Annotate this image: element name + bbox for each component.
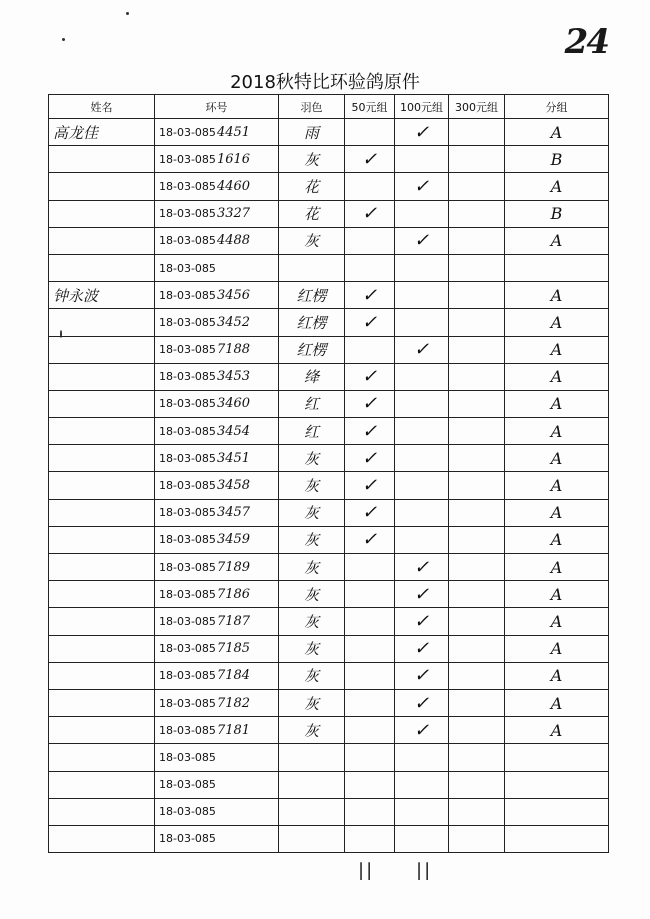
division-cell [505, 744, 609, 771]
feather-color-cell [279, 254, 345, 281]
ring-prefix: 18-03-085 [159, 315, 216, 329]
ring-suffix: 7181 [216, 722, 251, 738]
feather-color-cell: 灰 [279, 554, 345, 581]
group-300-cell [449, 119, 505, 146]
group-100-cell [395, 200, 449, 227]
table-row [49, 581, 609, 608]
ring-suffix: 3453 [216, 369, 251, 385]
ring-prefix: 18-03-085 [159, 207, 216, 221]
owner-name-cell: 钟永波 [49, 282, 155, 309]
group-300-cell [449, 554, 505, 581]
division-cell: A [505, 717, 609, 744]
group-300-cell [449, 689, 505, 716]
group-100-cell [395, 744, 449, 771]
ring-number-cell [155, 744, 279, 771]
group-100-cell [395, 146, 449, 173]
division-cell: A [505, 581, 609, 608]
feather-color-cell [279, 744, 345, 771]
table-row [49, 119, 609, 146]
owner-name-cell [49, 581, 155, 608]
ring-number-cell [155, 173, 279, 200]
ring-suffix: 7187 [216, 613, 251, 629]
owner-name-cell [49, 825, 155, 852]
ring-number-cell [155, 309, 279, 336]
group-50-cell: ✓ [345, 363, 395, 390]
group-100-cell [395, 282, 449, 309]
group-100-cell [395, 771, 449, 798]
feather-color-cell: 灰 [279, 499, 345, 526]
feather-color-cell: 红楞 [279, 336, 345, 363]
division-cell: A [505, 309, 609, 336]
group-50-cell [345, 825, 395, 852]
ring-prefix: 18-03-085 [159, 397, 216, 411]
owner-name-cell: 高龙佳 [49, 119, 155, 146]
group-300-cell [449, 717, 505, 744]
ring-number-cell [155, 146, 279, 173]
group-100-cell [395, 445, 449, 472]
group-100-cell: ✓ [395, 119, 449, 146]
ring-number-cell [155, 119, 279, 146]
ring-suffix: 3327 [216, 206, 251, 222]
group-300-cell [449, 771, 505, 798]
table-row [49, 363, 609, 390]
division-cell [505, 771, 609, 798]
table-row [49, 635, 609, 662]
group-300-cell [449, 363, 505, 390]
ring-prefix: 18-03-085 [159, 832, 216, 846]
group-50-cell [345, 608, 395, 635]
ring-prefix: 18-03-085 [159, 288, 216, 302]
ring-prefix: 18-03-085 [159, 343, 216, 357]
group-50-cell: ✓ [345, 526, 395, 553]
ring-suffix: 7182 [216, 695, 251, 711]
owner-name-cell [49, 445, 155, 472]
division-cell: A [505, 689, 609, 716]
group-100-cell [395, 418, 449, 445]
ring-suffix: 7186 [216, 586, 251, 602]
group-50-cell: ✓ [345, 499, 395, 526]
table-row [49, 146, 609, 173]
table-row [49, 662, 609, 689]
group-300-cell [449, 336, 505, 363]
division-cell: A [505, 227, 609, 254]
division-cell: A [505, 390, 609, 417]
owner-name-cell [49, 390, 155, 417]
group-300-cell [449, 635, 505, 662]
ring-prefix: 18-03-085 [159, 750, 216, 764]
ring-prefix: 18-03-085 [159, 179, 216, 193]
group-50-cell [345, 689, 395, 716]
group-50-cell [345, 717, 395, 744]
table-row [49, 554, 609, 581]
group-300-cell [449, 499, 505, 526]
feather-color-cell: 红楞 [279, 282, 345, 309]
feather-color-cell: 灰 [279, 472, 345, 499]
group-300-cell [449, 581, 505, 608]
group-100-cell [395, 825, 449, 852]
ring-prefix: 18-03-085 [159, 669, 216, 683]
ring-number-cell [155, 717, 279, 744]
owner-name-cell [49, 744, 155, 771]
division-cell: A [505, 472, 609, 499]
table-row [49, 445, 609, 472]
page-number: 24 [564, 22, 608, 62]
feather-color-cell: 灰 [279, 717, 345, 744]
table-row [49, 825, 609, 852]
table-row [49, 526, 609, 553]
group-300-cell [449, 227, 505, 254]
ring-prefix: 18-03-085 [159, 234, 216, 248]
group-50-cell [345, 798, 395, 825]
division-cell: A [505, 119, 609, 146]
ring-suffix: 3459 [216, 532, 251, 548]
group-100-cell: ✓ [395, 173, 449, 200]
ring-prefix: 18-03-085 [159, 506, 216, 520]
ring-number-cell [155, 336, 279, 363]
ring-suffix: 3460 [216, 396, 251, 412]
table-row [49, 771, 609, 798]
ring-prefix: 18-03-085 [159, 723, 216, 737]
ring-prefix: 18-03-085 [159, 642, 216, 656]
ring-number-cell [155, 689, 279, 716]
group-300-cell [449, 445, 505, 472]
table-row [49, 390, 609, 417]
group-300-cell [449, 173, 505, 200]
header-feather-color: 羽色 [279, 95, 345, 119]
group-300-cell [449, 309, 505, 336]
header-name: 姓名 [49, 95, 155, 119]
owner-name-cell [49, 227, 155, 254]
ring-suffix: 4460 [216, 178, 251, 194]
division-cell [505, 825, 609, 852]
ring-prefix: 18-03-085 [159, 424, 216, 438]
feather-color-cell: 灰 [279, 662, 345, 689]
feather-color-cell: 灰 [279, 581, 345, 608]
ring-suffix: 3451 [216, 450, 251, 466]
table-row [49, 200, 609, 227]
group-100-cell [395, 254, 449, 281]
table-row [49, 689, 609, 716]
group-50-cell: ✓ [345, 445, 395, 472]
division-cell: A [505, 363, 609, 390]
group-50-cell [345, 336, 395, 363]
owner-name-cell [49, 499, 155, 526]
ring-prefix: 18-03-085 [159, 805, 216, 819]
feather-color-cell: 绛 [279, 363, 345, 390]
ring-suffix: 4488 [216, 233, 251, 249]
owner-name-cell [49, 254, 155, 281]
feather-color-cell: 灰 [279, 526, 345, 553]
ring-number-cell [155, 608, 279, 635]
table-row [49, 499, 609, 526]
ring-prefix: 18-03-085 [159, 451, 216, 465]
ring-prefix: 18-03-085 [159, 587, 216, 601]
group-300-cell [449, 200, 505, 227]
ring-prefix: 18-03-085 [159, 370, 216, 384]
division-cell [505, 254, 609, 281]
owner-name-cell [49, 309, 155, 336]
ring-registration-table [48, 94, 609, 853]
group-100-cell: ✓ [395, 635, 449, 662]
ring-number-cell [155, 472, 279, 499]
group-300-cell [449, 662, 505, 689]
group-300-cell [449, 798, 505, 825]
group-300-cell [449, 608, 505, 635]
group-50-cell: ✓ [345, 472, 395, 499]
ring-prefix: 18-03-085 [159, 696, 216, 710]
division-cell: A [505, 554, 609, 581]
group-50-cell: ✓ [345, 200, 395, 227]
group-50-cell [345, 744, 395, 771]
ring-suffix: 1616 [216, 151, 251, 167]
ring-suffix: 3458 [216, 478, 251, 494]
document-title: 2018秋特比环验鸽原件 [230, 72, 420, 93]
ring-number-cell [155, 635, 279, 662]
table-row [49, 608, 609, 635]
division-cell: B [505, 200, 609, 227]
division-cell: A [505, 662, 609, 689]
group-100-cell [395, 309, 449, 336]
ring-suffix: 3456 [216, 287, 251, 303]
table-row [49, 227, 609, 254]
ring-prefix: 18-03-085 [159, 479, 216, 493]
feather-color-cell: 灰 [279, 689, 345, 716]
ring-suffix: 3457 [216, 505, 251, 521]
division-cell: A [505, 608, 609, 635]
ring-prefix: 18-03-085 [159, 125, 216, 139]
ring-number-cell [155, 771, 279, 798]
owner-name-cell [49, 662, 155, 689]
ring-number-cell [155, 200, 279, 227]
owner-name-cell [49, 689, 155, 716]
feather-color-cell: 灰 [279, 146, 345, 173]
group-100-cell [395, 390, 449, 417]
feather-color-cell: 灰 [279, 608, 345, 635]
group-300-cell [449, 472, 505, 499]
group-300-cell [449, 254, 505, 281]
owner-name-cell [49, 717, 155, 744]
group-100-cell: ✓ [395, 336, 449, 363]
owner-name-cell [49, 798, 155, 825]
ring-number-cell [155, 445, 279, 472]
division-cell: A [505, 336, 609, 363]
ring-number-cell [155, 254, 279, 281]
group-50-cell [345, 581, 395, 608]
feather-color-cell: 花 [279, 173, 345, 200]
header-ring-number: 环号 [155, 95, 279, 119]
group-100-cell [395, 798, 449, 825]
ring-prefix: 18-03-085 [159, 614, 216, 628]
table-row [49, 472, 609, 499]
division-cell: A [505, 282, 609, 309]
feather-color-cell: 花 [279, 200, 345, 227]
group-100-cell: ✓ [395, 662, 449, 689]
ring-suffix: 7184 [216, 668, 251, 684]
owner-name-cell [49, 635, 155, 662]
feather-color-cell: 红楞 [279, 309, 345, 336]
ring-suffix: 4451 [216, 124, 251, 140]
group-50-cell [345, 227, 395, 254]
owner-name-cell [49, 200, 155, 227]
group-100-cell: ✓ [395, 227, 449, 254]
owner-name-cell [49, 472, 155, 499]
table-row [49, 309, 609, 336]
ring-prefix: 18-03-085 [159, 152, 216, 166]
feather-color-cell: 红 [279, 390, 345, 417]
owner-name-cell [49, 608, 155, 635]
group-50-cell: ✓ [345, 390, 395, 417]
ring-suffix: 7188 [216, 342, 251, 358]
group-300-cell [449, 390, 505, 417]
group-50-cell: ✓ [345, 146, 395, 173]
table-header-row [49, 95, 609, 119]
group-300-cell [449, 146, 505, 173]
ring-prefix: 18-03-085 [159, 778, 216, 792]
group-300-cell [449, 282, 505, 309]
division-cell: A [505, 418, 609, 445]
group-100-cell [395, 526, 449, 553]
group-100-cell: ✓ [395, 581, 449, 608]
ring-suffix: 3454 [216, 423, 251, 439]
group-100-cell: ✓ [395, 689, 449, 716]
table-row [49, 744, 609, 771]
ring-number-cell [155, 418, 279, 445]
division-cell [505, 798, 609, 825]
table-row [49, 418, 609, 445]
ring-number-cell [155, 363, 279, 390]
feather-color-cell [279, 771, 345, 798]
ring-number-cell [155, 581, 279, 608]
group-300-cell [449, 526, 505, 553]
group-50-cell [345, 119, 395, 146]
group-50-cell: ✓ [345, 309, 395, 336]
owner-name-cell [49, 146, 155, 173]
owner-name-cell [49, 418, 155, 445]
owner-name-cell [49, 336, 155, 363]
ring-number-cell [155, 526, 279, 553]
ring-number-cell [155, 825, 279, 852]
ring-prefix: 18-03-085 [159, 261, 216, 275]
ring-number-cell [155, 499, 279, 526]
group-50-cell: ✓ [345, 282, 395, 309]
division-cell: A [505, 173, 609, 200]
scan-speck [126, 12, 129, 15]
feather-color-cell: 红 [279, 418, 345, 445]
ring-number-cell [155, 282, 279, 309]
division-cell: A [505, 445, 609, 472]
group-50-cell [345, 771, 395, 798]
ring-number-cell [155, 662, 279, 689]
feather-color-cell: 灰 [279, 445, 345, 472]
division-cell: A [505, 499, 609, 526]
table-row [49, 717, 609, 744]
group-100-cell: ✓ [395, 554, 449, 581]
ring-number-cell [155, 554, 279, 581]
scan-speck [62, 38, 65, 41]
ring-suffix: 7185 [216, 641, 251, 657]
tally-mark: || [416, 860, 433, 881]
group-300-cell [449, 825, 505, 852]
group-300-cell [449, 744, 505, 771]
feather-color-cell [279, 798, 345, 825]
ring-number-cell [155, 390, 279, 417]
group-50-cell [345, 554, 395, 581]
owner-name-cell [49, 554, 155, 581]
group-300-cell [449, 418, 505, 445]
group-50-cell [345, 635, 395, 662]
header-50-group: 50元组 [345, 95, 395, 119]
group-50-cell [345, 662, 395, 689]
table-row [49, 798, 609, 825]
owner-name-cell [49, 771, 155, 798]
ring-suffix: 3452 [216, 314, 251, 330]
group-50-cell [345, 173, 395, 200]
feather-color-cell: 灰 [279, 635, 345, 662]
feather-color-cell [279, 825, 345, 852]
header-group: 分组 [505, 95, 609, 119]
table-row [49, 336, 609, 363]
feather-color-cell: 雨 [279, 119, 345, 146]
division-cell: B [505, 146, 609, 173]
division-cell: A [505, 526, 609, 553]
owner-name-cell [49, 526, 155, 553]
ring-prefix: 18-03-085 [159, 533, 216, 547]
group-100-cell [395, 472, 449, 499]
ring-prefix: 18-03-085 [159, 560, 216, 574]
ring-number-cell [155, 798, 279, 825]
owner-name-cell [49, 173, 155, 200]
group-50-cell: ✓ [345, 418, 395, 445]
table-row [49, 173, 609, 200]
ring-number-cell [155, 227, 279, 254]
header-100-group: 100元组 [395, 95, 449, 119]
ring-suffix: 7189 [216, 559, 251, 575]
header-300-group: 300元组 [449, 95, 505, 119]
tally-mark: || [358, 860, 375, 881]
owner-name-cell [49, 363, 155, 390]
group-100-cell [395, 499, 449, 526]
group-100-cell: ✓ [395, 608, 449, 635]
table-row [49, 254, 609, 281]
table-row [49, 282, 609, 309]
group-50-cell [345, 254, 395, 281]
division-cell: A [505, 635, 609, 662]
feather-color-cell: 灰 [279, 227, 345, 254]
group-100-cell: ✓ [395, 717, 449, 744]
group-100-cell [395, 363, 449, 390]
